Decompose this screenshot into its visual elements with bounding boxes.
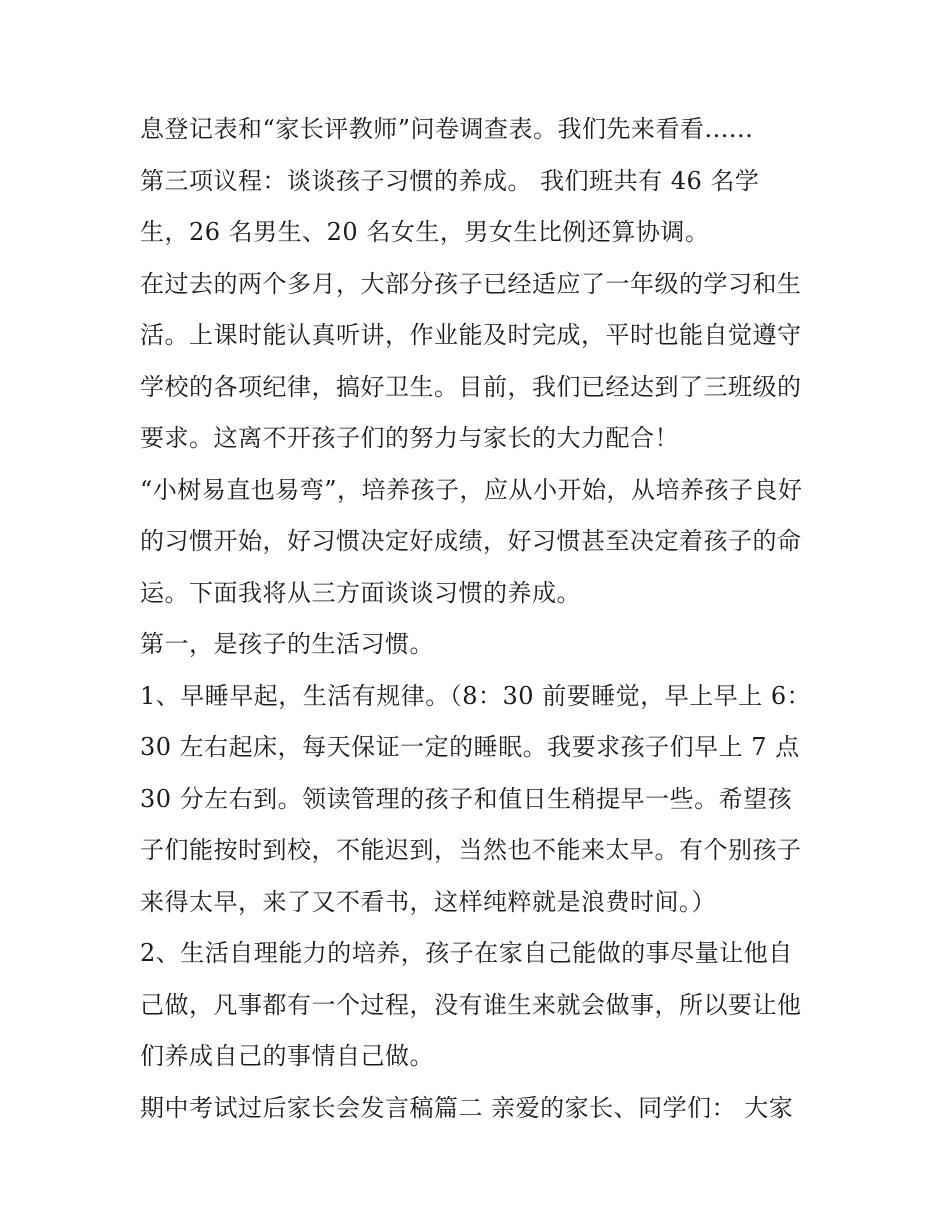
- text-line: 息登记表和“家长评教师”问卷调查表。我们先来看看......: [140, 115, 754, 143]
- text-line: 运。下面我将从三方面谈谈习惯的养成。: [140, 578, 581, 607]
- text-line: 己做，凡事都有一个过程，没有谁生来就会做事，所以要让他: [140, 990, 802, 1019]
- text-line: “小树易直也易弯”，培养孩子，应从小开始，从培养孩子良好: [140, 475, 803, 504]
- text-line: 2、生活自理能力的培养，孩子在家自己能做的事尽量让他自: [140, 939, 793, 967]
- text-line: 30 分左右到。领读管理的孩子和值日生稍提早一些。希望孩: [140, 784, 793, 813]
- text-line: 子们能按时到校，不能迟到，当然也不能来太早。有个别孩子: [140, 836, 802, 864]
- text-line: 学校的各项纪律，搞好卫生。目前，我们已经达到了三班级的: [140, 372, 802, 401]
- text-line: 来得太早，来了又不看书，这样纯粹就是浪费时间。）: [140, 887, 716, 916]
- text-line: 在过去的两个多月，大部分孩子已经适应了一年级的学习和生: [140, 269, 802, 298]
- text-line: 们养成自己的事情自己做。: [140, 1042, 434, 1070]
- text-line: 活。上课时能认真听讲，作业能及时完成，平时也能自觉遵守: [140, 321, 802, 349]
- text-line: 1、早睡早起，生活有规律。（8：30 前要睡觉，早上早上 6：: [140, 681, 812, 710]
- text-line: 的习惯开始，好习惯决定好成绩，好习惯甚至决定着孩子的命: [140, 527, 802, 555]
- text-line: 30 左右起床，每天保证一定的睡眠。我要求孩子们早上 7 点: [140, 733, 800, 761]
- text-line: 第三项议程：谈谈孩子习惯的养成。 我们班共有 46 名学: [140, 166, 760, 195]
- text-line: 生，26 名男生、20 名女生，男女生比例还算协调。: [140, 218, 710, 246]
- text-line: 期中考试过后家长会发言稿篇二 亲爱的家长、同学们： 大家: [140, 1093, 794, 1122]
- document-body: [140, 104, 830, 1134]
- text-line: 第一，是孩子的生活习惯。: [140, 630, 434, 658]
- text-line: 要求。这离不开孩子们的努力与家长的大力配合！: [140, 424, 679, 452]
